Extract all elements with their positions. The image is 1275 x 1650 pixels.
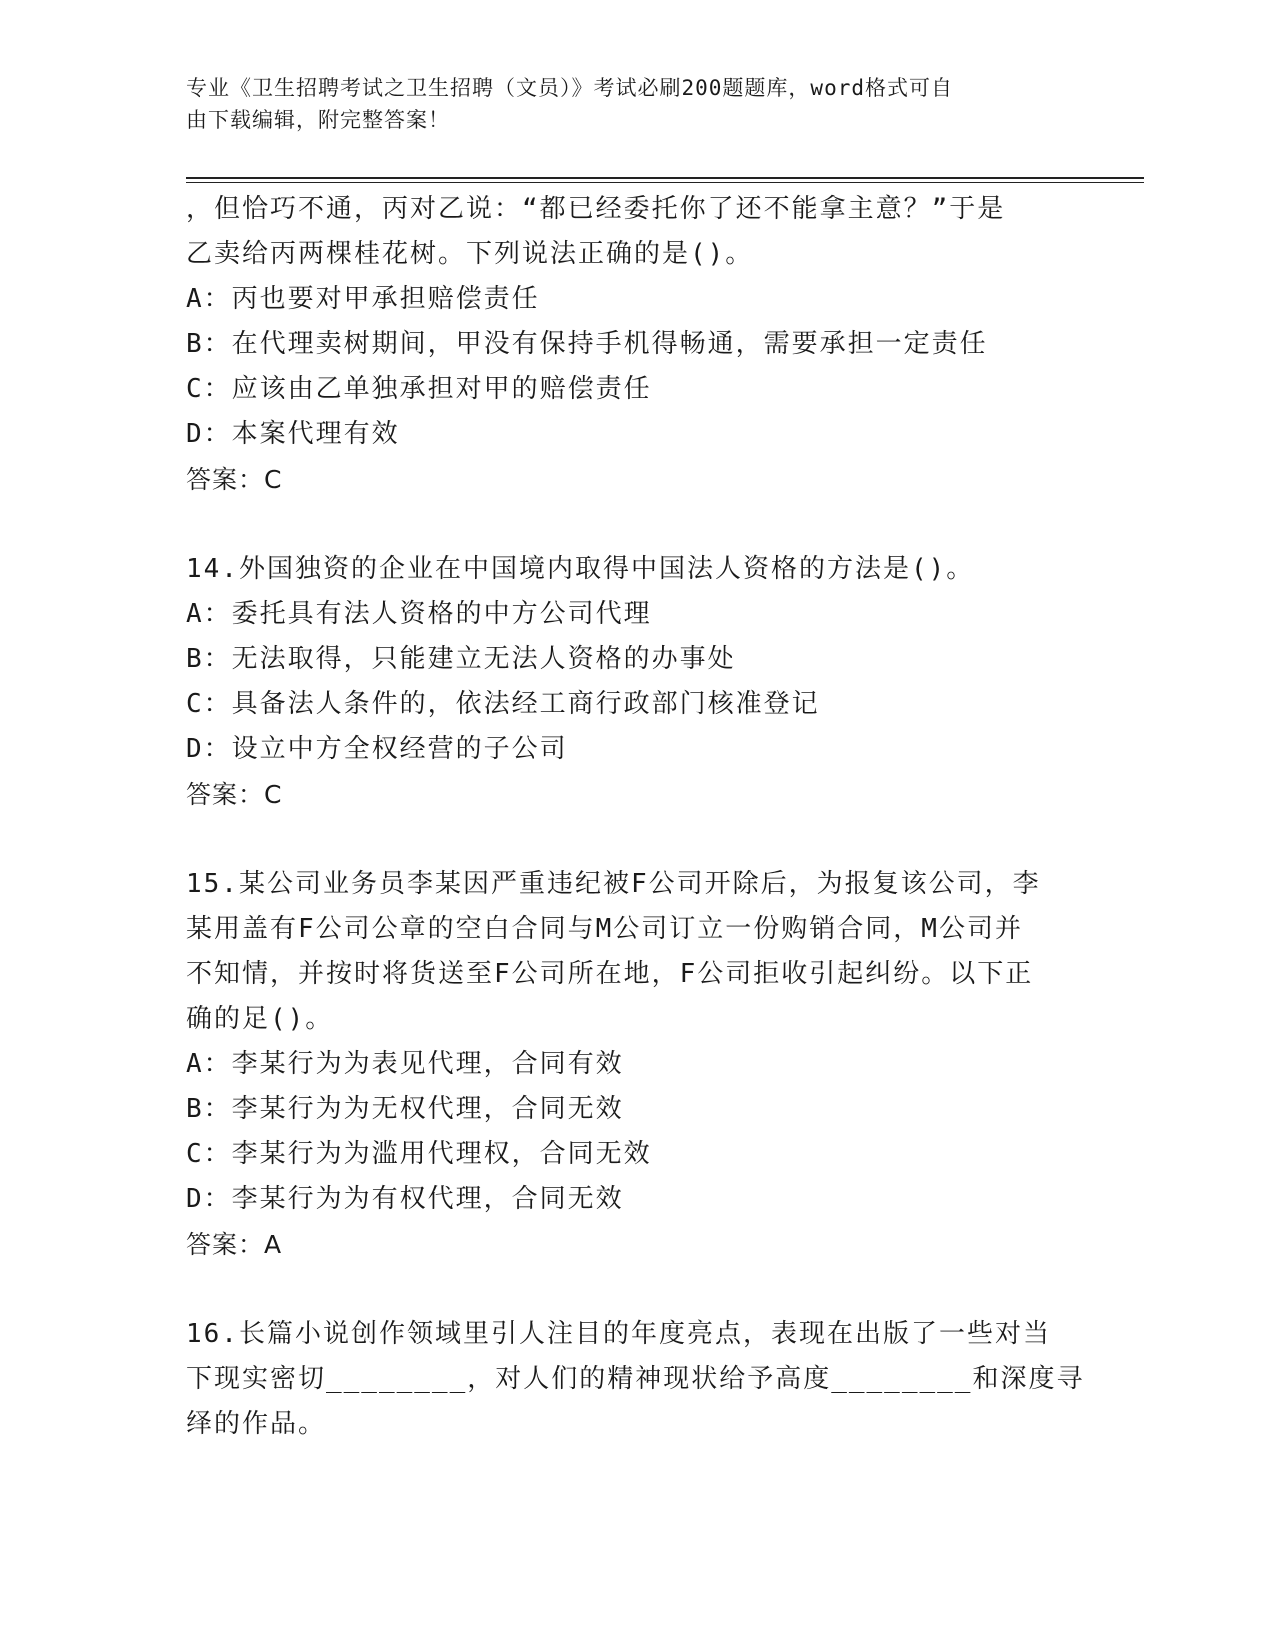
spacer [186, 502, 1086, 547]
option-a: A：李某行为为表见代理，合同有效 [186, 1049, 624, 1079]
question-text: 16.长篇小说创作领域里引人注目的年度亮点，表现在出版了一些对当 [186, 1319, 1051, 1349]
option-c: C：应该由乙单独承担对甲的赔偿责任 [186, 374, 652, 404]
document-header [186, 72, 1066, 136]
question-text: 15.某公司业务员李某因严重违纪被F公司开除后，为报复该公司，李 [186, 869, 1041, 899]
header-divider-thick [186, 177, 1144, 179]
answer-label: 答案：C [186, 780, 283, 809]
question-13 [186, 187, 1086, 502]
option-d: D：设立中方全权经营的子公司 [186, 734, 568, 764]
option-c: C：李某行为为滥用代理权，合同无效 [186, 1139, 652, 1169]
question-text: 绎的作品。 [186, 1409, 327, 1439]
question-text: 不知情，并按时将货送至F公司所在地，F公司拒收引起纠纷。以下正 [186, 959, 1034, 989]
question-text: 下现实密切________，对人们的精神现状给予高度________和深度寻 [186, 1364, 1085, 1394]
header-title-line-2: 由下载编辑，附完整答案！ [186, 108, 450, 132]
option-b: B：李某行为为无权代理，合同无效 [186, 1094, 624, 1124]
question-14 [186, 547, 1086, 817]
header-divider-thin [186, 182, 1144, 183]
question-text: 乙卖给丙两棵桂花树。下列说法正确的是()。 [186, 239, 754, 269]
header-title-line-1: 专业《卫生招聘考试之卫生招聘（文员）》考试必刷200题题库，word格式可自 [186, 76, 953, 100]
question-15 [186, 862, 1086, 1267]
option-a: A：丙也要对甲承担赔偿责任 [186, 284, 540, 314]
answer-label: 答案：C [186, 465, 283, 494]
option-b: B：在代理卖树期间，甲没有保持手机得畅通，需要承担一定责任 [186, 329, 988, 359]
question-text: ，但恰巧不通，丙对乙说：“都已经委托你了还不能拿主意？”于是 [186, 194, 1006, 224]
spacer [186, 1267, 1086, 1312]
option-d: D：李某行为为有权代理，合同无效 [186, 1184, 624, 1214]
question-16 [186, 1312, 1086, 1447]
question-text: 某用盖有F公司公章的空白合同与M公司订立一份购销合同，M公司并 [186, 914, 1023, 944]
question-text: 确的足()。 [186, 1004, 334, 1034]
option-b: B：无法取得，只能建立无法人资格的办事处 [186, 644, 736, 674]
question-list [186, 187, 1086, 1447]
question-text: 14.外国独资的企业在中国境内取得中国法人资格的方法是()。 [186, 554, 975, 584]
answer-label: 答案：A [186, 1230, 283, 1259]
option-d: D：本案代理有效 [186, 419, 400, 449]
option-a: A：委托具有法人资格的中方公司代理 [186, 599, 652, 629]
spacer [186, 817, 1086, 862]
option-c: C：具备法人条件的，依法经工商行政部门核准登记 [186, 689, 820, 719]
